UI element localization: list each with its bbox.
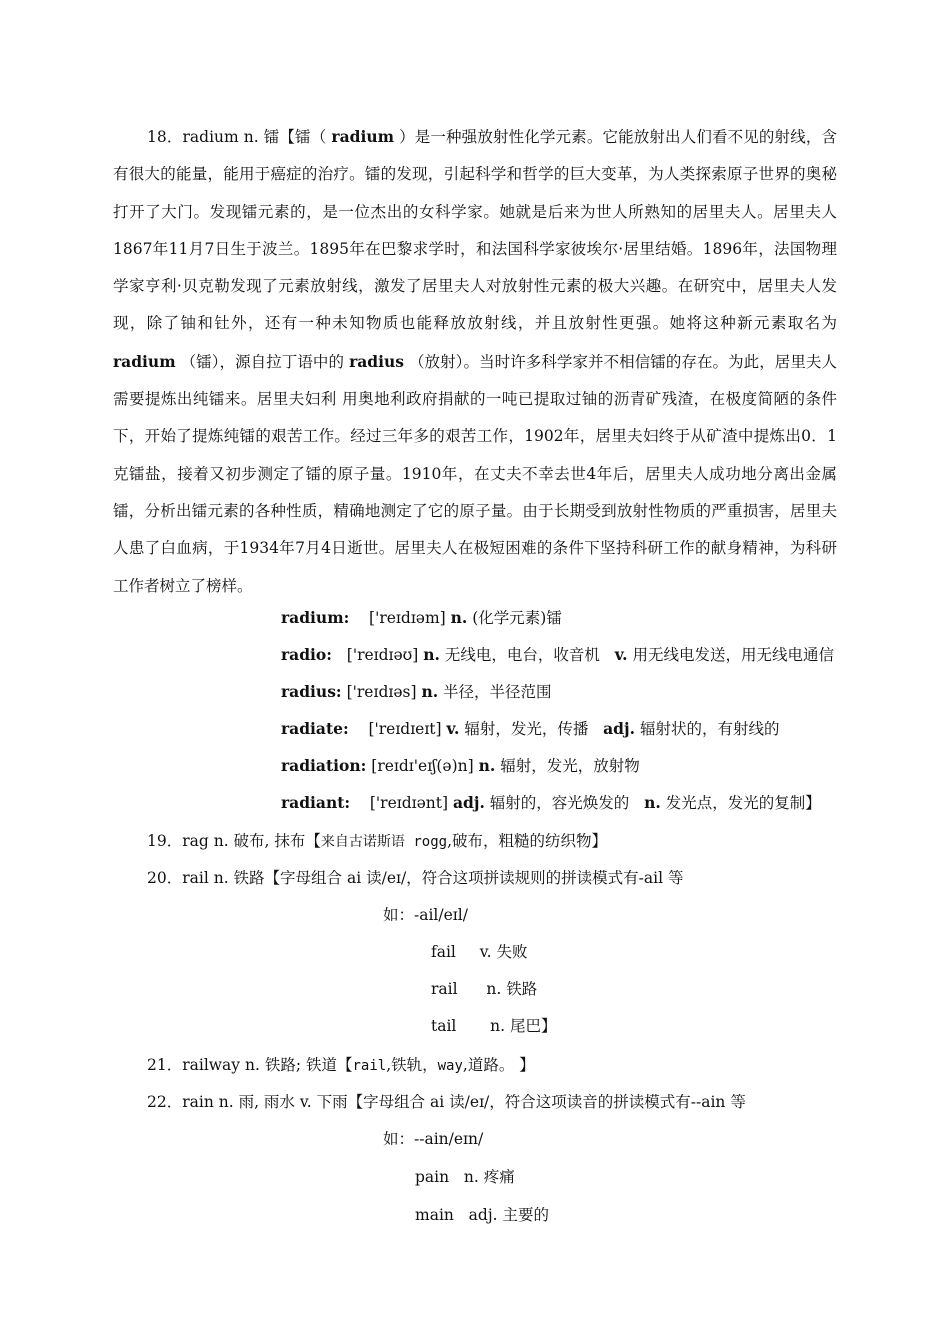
- example-definition: n. 铁路: [486, 980, 538, 998]
- entry-20-example-fail: [431, 942, 528, 962]
- word-row-radiate: [281, 719, 779, 739]
- entry-22-example-pain: [415, 1167, 515, 1187]
- entry-20: 20．rail n. 铁路【字母组合 ai 读/eɪ/，符合这项拼读规则的拼读模式有-ail 等: [147, 869, 684, 887]
- entry-21-head: 21．railway n. 铁路; 铁道【: [147, 1056, 353, 1074]
- word-pos: adj.: [452, 793, 485, 812]
- word-definition-2: 发光点，发光的复制】: [665, 794, 821, 812]
- word-pos-2: v.: [614, 645, 628, 664]
- word-definition: 无线电，电台，收音机: [444, 646, 600, 664]
- word-definition-2: 用无线电发送，用无线电通信: [632, 646, 834, 664]
- entry-21-rest: ,道路。 】: [462, 1056, 535, 1074]
- word-definition: 半径，半径范围: [443, 683, 552, 701]
- word-definition: 辐射的，容光焕发的: [489, 794, 630, 812]
- example-word: fail: [431, 943, 456, 961]
- word-pronunciation: ['reɪdɪeɪt]: [368, 720, 442, 738]
- entry-19-origin: 来自古诺斯语 rogg: [320, 834, 448, 850]
- entry-21-mid: ,铁轨，: [386, 1056, 438, 1074]
- word-pos: n.: [478, 756, 496, 775]
- entry-18-paragraph: 18．radium n. 镭【镭（ radium ）是一种强放射性化学元素。它能放射出人们看不见的射线，含有很大的能量，能用于癌症的治疗。镭的发现，引起科学和哲学的巨大变革，为人类探索原子世界的奥秘打开了大门。发现镭元素的，是一位杰出的女科学家。她就是后来为世人所熟知的居里夫人。居里夫人1867年11月7日生于波兰。1895年在巴黎求学时，和法国科学家彼埃尔·居里结婚。1896年，法国物理学家亨利·贝克勒发现了元素放射线，激发了居里夫人对放射性元素的极大兴趣。在研究中，居里夫人发现，除了铀和钍外，还有一种未知物质也能释放放射线，并且放射性更强。她将这种新元素取名为 radium （镭），源自拉丁语中的 radius （放射）。当时许多科学家并不相信镭的存在。为此，居里夫人需要提炼出纯镭来。居里夫妇利 用奥地利政府捐献的一吨已提取过铀的沥青矿残渣，在极度简陋的条件下，开始了提炼纯镭的艰苦工作。经过三年多的艰苦工作，1902年，居里夫妇终于从矿渣中提炼出0．1克镭盐，接着又初步测定了镭的原子量。1910年，在丈夫不幸去世4年后，居里夫人成功地分离出金属镭，分析出镭元素的各种性质，精确地测定了它的原子量。由于长期受到放射性物质的严重损害，居里夫人患了白血病，于1934年7月4日逝世。居里夫人在极短困难的条件下坚持科研工作的献身精神，为科研工作者树立了榜样。: [113, 127, 837, 595]
- word-row-radiation: [281, 756, 640, 776]
- example-word: tail: [431, 1017, 457, 1035]
- example-definition: v. 失败: [479, 943, 528, 961]
- entry-22: 22．rain n. 雨, 雨水 v. 下雨【字母组合 ai 读/eɪ/，符合这项读音的拼读模式有--ain 等: [147, 1093, 746, 1111]
- entry-22-pattern: 如：--ain/eɪn/: [383, 1130, 484, 1148]
- entry-19-rest: ,破布，粗糙的纺织物】: [447, 832, 608, 850]
- entry-21-rail: rail: [352, 1058, 387, 1074]
- word-definition-2: 辐射状的，有射线的: [639, 720, 780, 738]
- example-definition: n. 尾巴】: [490, 1017, 557, 1035]
- word-pos: n.: [423, 645, 440, 664]
- word-row-radio: [281, 645, 834, 665]
- word-term: radiation:: [281, 756, 367, 775]
- example-definition: n. 疼痛: [463, 1168, 515, 1186]
- word-row-radium: [281, 608, 562, 628]
- word-definition: 辐射，发光，放射物: [500, 757, 640, 775]
- word-pronunciation: ['reɪdɪəs]: [346, 683, 417, 701]
- word-definition: (化学元素)镭: [472, 609, 562, 627]
- example-word: pain: [415, 1168, 450, 1186]
- example-definition: adj. 主要的: [468, 1206, 549, 1224]
- entry-20-example-tail: [431, 1016, 556, 1036]
- example-word: rail: [431, 980, 458, 998]
- entry-22-example-main: [415, 1205, 549, 1225]
- word-term: radio:: [281, 645, 332, 664]
- word-pos-2: n.: [644, 793, 661, 812]
- word-term: radium:: [281, 608, 350, 627]
- word-pos: v.: [446, 719, 460, 738]
- example-word: main: [415, 1206, 454, 1224]
- word-term: radiant:: [281, 793, 351, 812]
- word-row-radiant: [281, 793, 821, 813]
- entry-21-way: way: [437, 1058, 463, 1074]
- word-pos: n.: [450, 608, 468, 627]
- word-term: radius:: [281, 682, 342, 701]
- word-row-radius: [281, 682, 552, 702]
- entry-19-head: 19．rag n. 破布, 抹布【: [147, 832, 321, 850]
- word-pos: n.: [421, 682, 439, 701]
- entry-19: [147, 831, 607, 852]
- word-pronunciation: [reɪdɪ'eɪʃ(ə)n]: [371, 757, 474, 775]
- word-definition: 辐射，发光，传播: [464, 720, 589, 738]
- word-term: radiate:: [281, 719, 349, 738]
- word-pronunciation: ['reɪdɪəm]: [369, 609, 446, 627]
- word-pos-2: adj.: [603, 719, 635, 738]
- word-pronunciation: ['reɪdɪənt]: [369, 794, 449, 812]
- entry-21: [147, 1055, 535, 1076]
- word-pronunciation: ['reɪdɪəʊ]: [346, 646, 419, 664]
- entry-20-pattern: 如：-ail/eɪl/: [383, 906, 468, 924]
- entry-20-example-rail: [431, 979, 537, 999]
